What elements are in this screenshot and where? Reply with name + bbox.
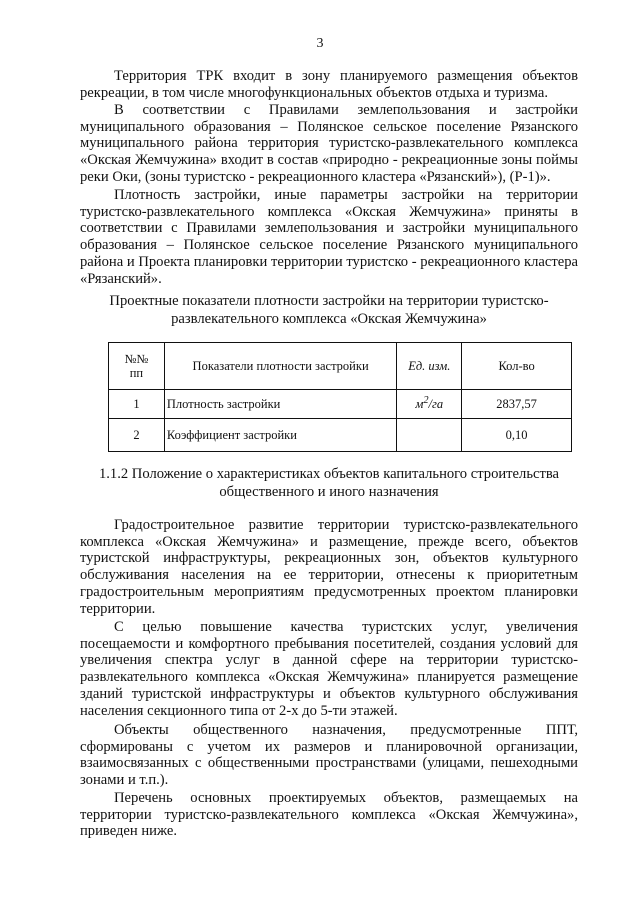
row-unit xyxy=(397,419,462,452)
row-unit-rest: /га xyxy=(428,397,444,412)
row-quantity: 2837,57 xyxy=(462,390,572,419)
header-quantity: Кол-во xyxy=(462,343,572,390)
row-unit-base: м xyxy=(415,397,424,412)
section-heading-line-1: 1.1.2 Положение о характеристиках объектов капитального строительства xyxy=(98,466,560,482)
row-indicator: Плотность застройки xyxy=(164,390,396,419)
paragraph-urban-development: Градостроительное развитие территории туристско-развлекательного комплекса «Окская Жемчужина» и размещение, прежде всего, объектов туристской инфраструктуры, рекреационных зон, объектов культурного обслуживания населения на ее территории, отнесены к приоритетным градостроительным мероприятиям предусмотренных проектом планировки территории. xyxy=(80,517,578,617)
paragraph-land-use-rules: В соответствии с Правилами землепользования и застройки муниципального образования – Полянское сельское поселение Рязанского муниципального района территория туристско-развлекательного комплекса «Окская Жемчужина» входит в состав «природно - рекреационные зоны поймы реки Оки, (зоны туристско - рекреационного кластера «Рязанский»), (Р-1)». xyxy=(80,102,578,185)
section-heading-line-2: общественного и иного назначения xyxy=(219,484,439,500)
table-row xyxy=(109,419,572,452)
table-caption-line-1: Проектные показатели плотности застройки на территории туристско- xyxy=(109,293,549,309)
paragraph-objects-list: Перечень основных проектируемых объектов, размещаемых на территории туристско-развлекательного комплекса «Окская Жемчужина», приведен ниже. xyxy=(80,790,578,840)
paragraph-tourist-services: С целью повышение качества туристских услуг, увеличения посещаемости и комфортного пребывания посетителей, создания условий для увеличения спектра услуг в данной сфере на территории туристско-развлекательного комплекса «Окская Жемчужина» планируется размещение зданий туристской инфраструктуры и объектов культурного обслуживания населения секционного типа от 2-х до 5-ти этажей. xyxy=(80,619,578,719)
header-unit: Ед. изм. xyxy=(397,343,462,390)
page-number: 3 xyxy=(316,36,324,51)
table-row xyxy=(109,390,572,419)
paragraph-building-density: Плотность застройки, иные параметры застройки на территории туристско-развлекательного комплекса «Окская Жемчужина» приняты в соответствии с Правилами землепользования и застройки муниципального образования – Полянское сельское поселение Рязанского муниципального района и Проекта планировки территории туристско - рекреационного кластера «Рязанский». xyxy=(80,187,578,287)
table-header-row xyxy=(109,343,572,390)
paragraph-trk-zone: Территория ТРК входит в зону планируемого размещения объектов рекреации, в том числе многофункциональных объектов отдыха и туризма. xyxy=(80,68,578,101)
header-number xyxy=(109,343,165,390)
table-caption-line-2: развлекательного комплекса «Окская Жемчужина» xyxy=(171,311,487,327)
header-indicator: Показатели плотности застройки xyxy=(164,343,396,390)
section-heading xyxy=(80,465,578,501)
row-number: 1 xyxy=(109,390,165,419)
header-number-line-2: пп xyxy=(129,366,144,380)
row-number: 2 xyxy=(109,419,165,452)
table-caption xyxy=(80,292,578,328)
density-table xyxy=(108,342,572,452)
row-unit-superscript: 2 xyxy=(423,395,429,407)
header-number-line-1: №№ xyxy=(124,352,149,366)
row-quantity: 0,10 xyxy=(462,419,572,452)
row-indicator: Коэффициент застройки xyxy=(164,419,396,452)
row-unit xyxy=(397,390,462,419)
paragraph-public-objects: Объекты общественного назначения, предусмотренные ППТ, сформированы с учетом их размеров и планировочной организации, взаимосвязанных с общественными пространствами (улицами, пешеходными зонами и т.п.). xyxy=(80,722,578,789)
